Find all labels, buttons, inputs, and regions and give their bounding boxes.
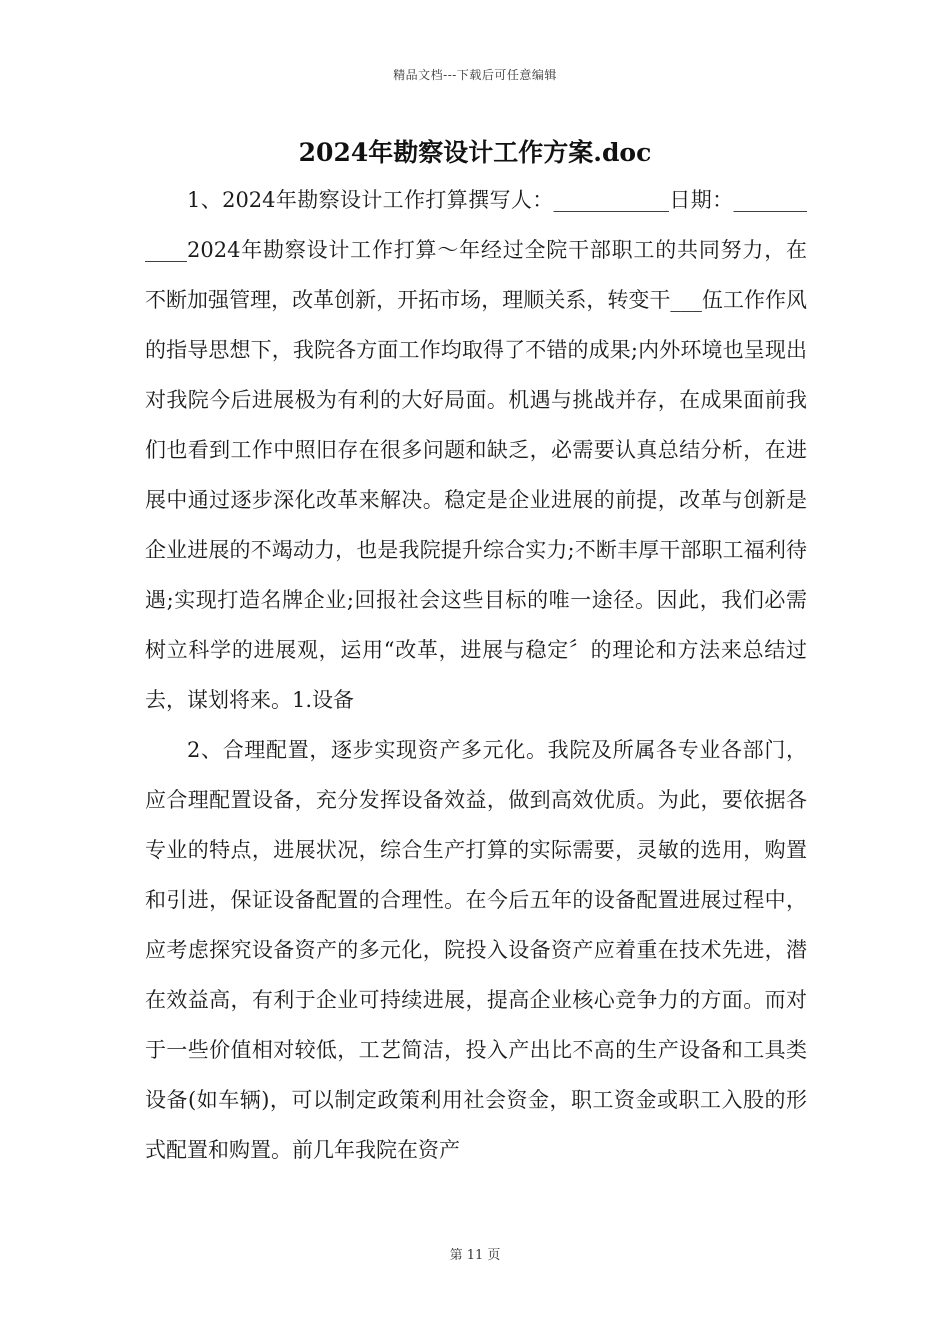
document-title: 2024年勘察设计工作方案.doc (298, 138, 652, 167)
paragraph-1: 1、2024年勘察设计工作打算撰写人：___________日期：___________2024年勘察设计工作打算～年经过全院干部职工的共同努力，在不断加强管理，改革创新，开拓市场，理顺关系，转变干___伍工作作风的指导思想下，我院各方面工作均取得了不错的成果;内外环境也呈现出对我院今后进展极为有利的大好局面。机遇与挑战并存，在成果面前我们也看到工作中照旧存在很多问题和缺乏，必需要认真总结分析，在进展中通过逐步深化改革来解决。稳定是企业进展的前提，改革与创新是企业进展的不竭动力，也是我院提升综合实力;不断丰厚干部职工福利待遇;实现打造名牌企业;回报社会这些目标的唯一途径。因此，我们必需树立科学的进展观，运用“改革，进展与稳定〞的理论和方法来总结过去，谋划将来。1.设备 (145, 188, 807, 712)
page-number: 第 11 页 (449, 1248, 501, 1263)
document-body (145, 175, 807, 1175)
page-header: 精品文档---下载后可任意编辑 (393, 68, 557, 82)
paragraph-2: 2、合理配置，逐步实现资产多元化。我院及所属各专业各部门，应合理配置设备，充分发挥设备效益，做到高效优质。为此，要依据各专业的特点，进展状况，综合生产打算的实际需要，灵敏的选用，购置和引进，保证设备配置的合理性。在今后五年的设备配置进展过程中，应考虑探究设备资产的多元化，院投入设备资产应着重在技术先进，潜在效益高，有利于企业可持续进展，提高企业核心竞争力的方面。而对于一些价值相对较低，工艺简洁，投入产出比不高的生产设备和工具类设备(如车辆)，可以制定政策利用社会资金，职工资金或职工入股的形式配置和购置。前几年我院在资产 (145, 738, 807, 1162)
